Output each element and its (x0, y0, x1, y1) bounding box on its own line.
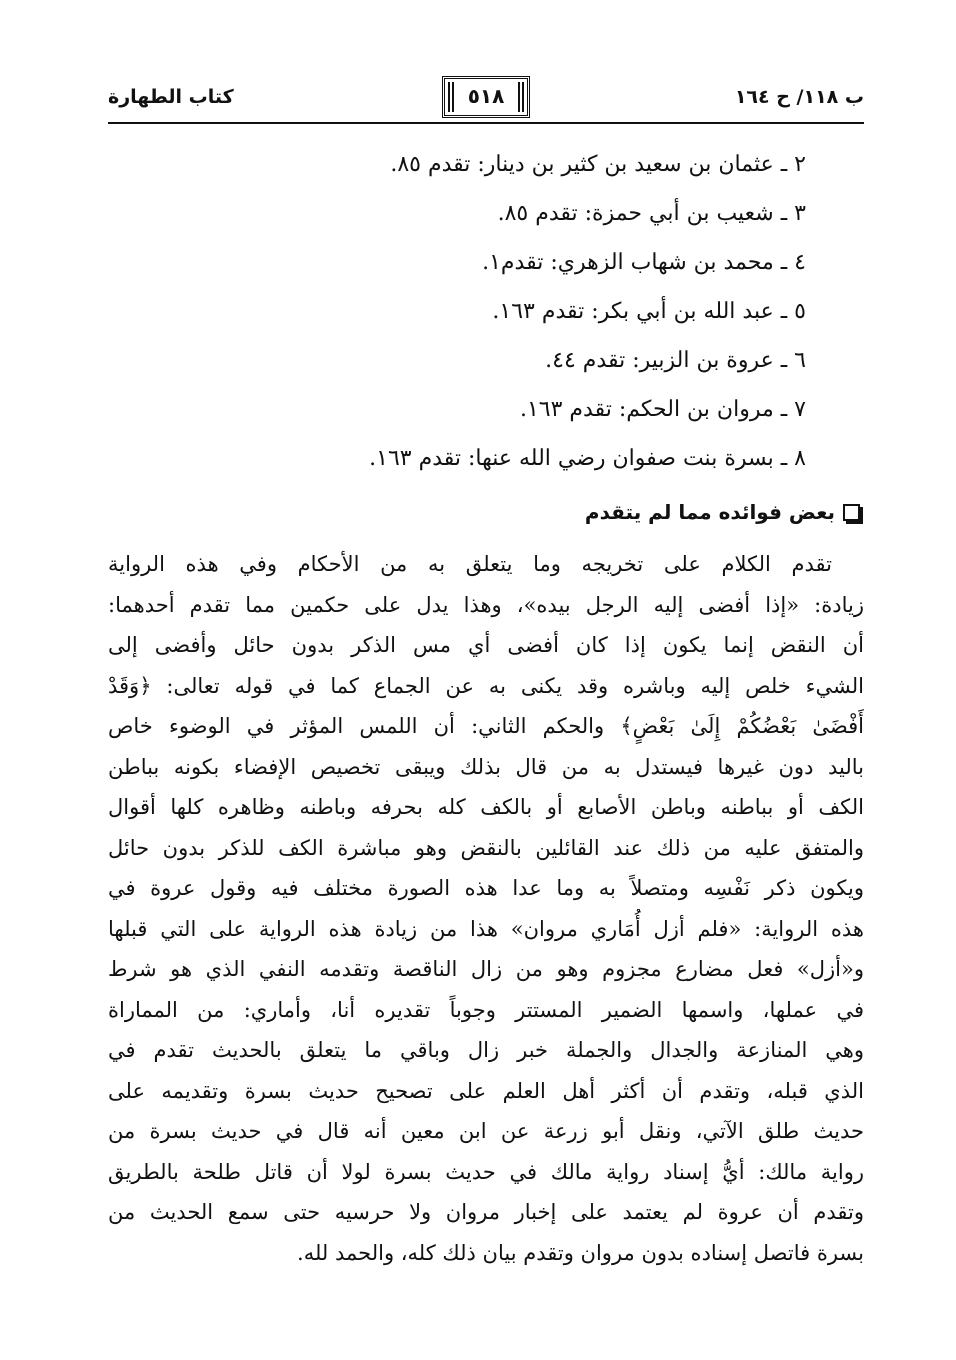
narrator-item: ٤ ـ محمد بن شهاب الزهري: تقدم١. (482, 250, 806, 275)
paragraph-line: وتقدم أن عروة لم يعتمد على إخبار مروان ولا حرسيه حتى سمع الحديث من (108, 1200, 864, 1224)
paragraph-line: وهي المنازعة والجدال والجملة خبر زال وباقي ما يتعلق بالحديث تقدم في (108, 1038, 864, 1062)
paragraph-line: ويكون ذكر نَفْسِه ومتصلاً به وما عدا هذه الصورة مختلف فيه وقول عروة في (108, 876, 864, 900)
paragraph-line: في عملها، واسمها الضمير المستتر وجوباً تقديره أنا، وأماري: من المماراة (108, 997, 864, 1022)
square-bullet-icon (843, 504, 860, 521)
narrator-item: ٢ ـ عثمان بن سعيد بن كثير بن دينار: تقدم ٨٥. (390, 152, 806, 177)
header-divider (108, 122, 864, 124)
narrator-item: ٦ ـ عروة بن الزبير: تقدم ٤٤. (545, 348, 806, 373)
section-heading (585, 500, 860, 524)
paragraph-line: أَفْضَىٰ بَعْضُكُمْ إِلَىٰ بَعْضٍ﴾ والحكم الثاني: أن اللمس المؤثر في الوضوء خاص (108, 714, 864, 738)
book-title: كتاب الطهارة (108, 86, 234, 108)
section-heading-text: بعض فوائده مما لم يتقدم (584, 500, 835, 524)
narrator-item: ٨ ـ بسرة بنت صفوان رضي الله عنها: تقدم ١٦٣. (369, 446, 806, 471)
paragraph-line: والمتفق عليه من ذلك عند القائلين بالنقض وهو مباشرة الكف للذكر بدون حائل (108, 835, 864, 860)
narrators-list (286, 140, 806, 483)
running-header (108, 76, 864, 124)
paragraph-line: حديث طلق الآتي، ونقل أبو زرعة عن ابن معين أنه قال في حديث بسرة من (108, 1119, 864, 1143)
paragraph-line: باليد دون غيرها فيستدل به من قال بذلك ويبقى تخصيص الإفضاء بكونه بباطن (108, 754, 864, 779)
paragraph-line: و«أزل» فعل مضارع مجزوم وهو من زال الناقصة وتقدمه النفي الذي هو شرط (108, 957, 864, 981)
paragraph-line: رواية مالك: أيُّ إسناد رواية مالك في حديث بسرة لولا أن قاتل طلحة بالطريق (108, 1159, 864, 1184)
paragraph-line: هذه الرواية: «فلم أزل أُمَاري مروان» هذا من زيادة هذه الرواية على التي قبلها (108, 916, 864, 941)
narrator-item: ٣ ـ شعيب بن أبي حمزة: تقدم ٨٥. (497, 201, 806, 226)
hadith-reference: ب ١١٨/ ح ١٦٤ (734, 86, 864, 108)
paragraph-line: الذي قبله، وتقدم أن أكثر أهل العلم على تصحيح حديث بسرة وتقديمه على (108, 1078, 864, 1103)
paragraph-line: أن النقض إنما يكون إذا كان أفضى أي مس الذكر بدون حائل وأفضى إلى (108, 633, 864, 657)
paragraph-line: بسرة فاتصل إسناده بدون مروان وتقدم بيان ذلك كله، والحمد لله. (297, 1240, 864, 1265)
page-number: ٥١٨ (442, 76, 530, 118)
narrator-item: ٧ ـ مروان بن الحكم: تقدم ١٦٣. (519, 397, 806, 422)
body-paragraph (108, 544, 864, 1273)
paragraph-line: زيادة: «إذا أفضى إليه الرجل بيده»، وهذا يدل على حكمين مما تقدم أحدهما: (108, 592, 864, 617)
paragraph-line: تقدم الكلام على تخريجه وما يتعلق به من الأحكام وفي هذه الرواية (108, 552, 832, 576)
paragraph-line: الكف أو بباطنه وباطن الأصابع أو بالكف كله بحرفه وباطنه وظاهره كلها أقوال (108, 795, 864, 819)
narrator-item: ٥ ـ عبد الله بن أبي بكر: تقدم ١٦٣. (492, 299, 806, 324)
paragraph-line: الشيء خلص إليه وباشره وقد يكنى به عن الجماع كما في قوله تعالى: ﴿وَقَدْ (108, 673, 864, 698)
